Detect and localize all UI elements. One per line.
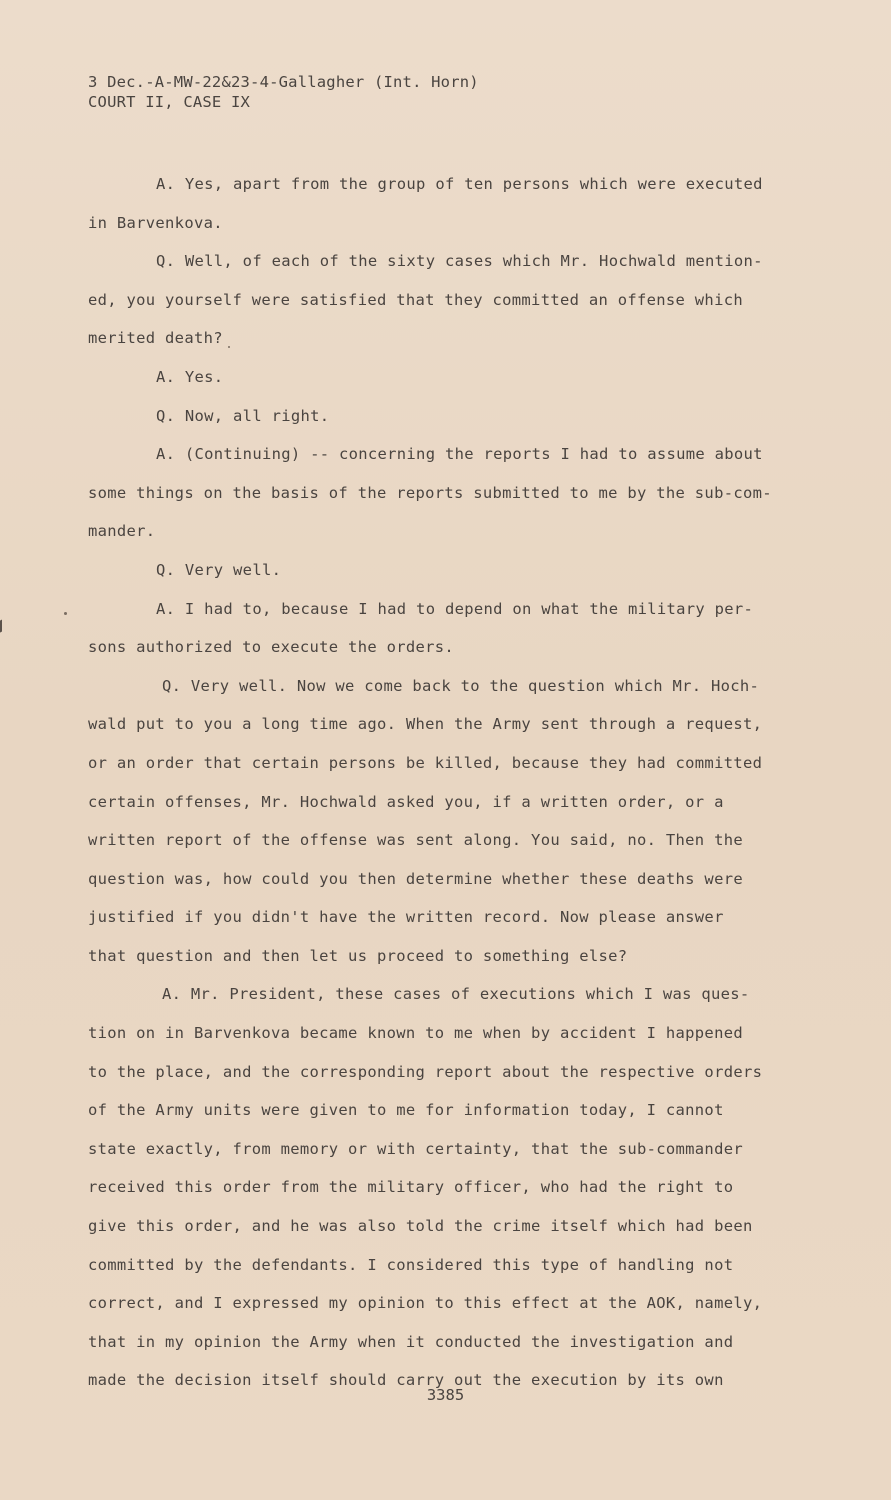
text-line: merited death? [88, 329, 223, 348]
text-line: A. Yes, apart from the group of ten persons which were executed [156, 175, 763, 193]
text-line: mander. [88, 522, 156, 541]
paper-speck [64, 612, 67, 615]
text-line: wald put to you a long time ago. When the Army sent through a request, [88, 715, 763, 734]
header-line-1: 3 Dec.-A-MW-22&23-4-Gallagher (Int. Horn) [88, 73, 479, 91]
text-line: that question and then let us proceed to something else? [88, 946, 628, 965]
text-line: to the place, and the corresponding report about the respective orders [88, 1062, 763, 1081]
text-line: A. I had to, because I had to depend on what the military per- [156, 599, 754, 618]
paper-edge-mark [0, 615, 9, 632]
header-line-2: COURT II, CASE IX [88, 93, 251, 111]
text-line: state exactly, from memory or with certainty, that the sub-commander [88, 1139, 743, 1158]
text-line: ed, you yourself were satisfied that they committed an offense which [88, 290, 743, 309]
text-line: that in my opinion the Army when it conducted the investigation and [88, 1332, 734, 1351]
text-line: A. Mr. President, these cases of executions which I was ques- [162, 985, 750, 1004]
transcript-body [88, 165, 788, 1400]
text-line: Q. Now, all right. [156, 406, 330, 425]
text-line: question was, how could you then determine whether these deaths were [88, 869, 743, 888]
text-line: written report of the offense was sent along. You said, no. Then the [88, 831, 743, 850]
text-line: give this order, and he was also told the crime itself which had been [88, 1217, 753, 1236]
document-header [88, 72, 479, 112]
page-number: 3385 [426, 1386, 465, 1404]
text-line: some things on the basis of the reports submitted to me by the sub-com- [88, 483, 772, 502]
text-line: in Barvenkova. [88, 213, 223, 232]
text-line: Q. Well, of each of the sixty cases which Mr. Hochwald mention- [156, 252, 763, 271]
text-line: Q. Very well. Now we come back to the question which Mr. Hoch- [162, 676, 760, 695]
text-line: Q. Very well. [156, 560, 282, 579]
text-line: justified if you didn't have the written record. Now please answer [88, 908, 724, 927]
paper-speck [228, 346, 230, 348]
text-line: A. (Continuing) -- concerning the reports I had to assume about [156, 445, 763, 464]
text-line: committed by the defendants. I considered this type of handling not [88, 1255, 734, 1274]
text-line: tion on in Barvenkova became known to me when by accident I happened [88, 1024, 743, 1043]
text-line: correct, and I expressed my opinion to this effect at the AOK, namely, [88, 1294, 763, 1313]
text-line: made the decision itself should carry out the execution by its own [88, 1371, 724, 1390]
text-line: certain offenses, Mr. Hochwald asked you, if a written order, or a [88, 792, 724, 811]
text-line: sons authorized to execute the orders. [88, 638, 455, 657]
text-line: A. Yes. [156, 367, 224, 386]
text-line: received this order from the military officer, who had the right to [88, 1178, 734, 1197]
text-line: or an order that certain persons be killed, because they had committed [88, 753, 763, 772]
text-line: of the Army units were given to me for information today, I cannot [88, 1101, 724, 1120]
